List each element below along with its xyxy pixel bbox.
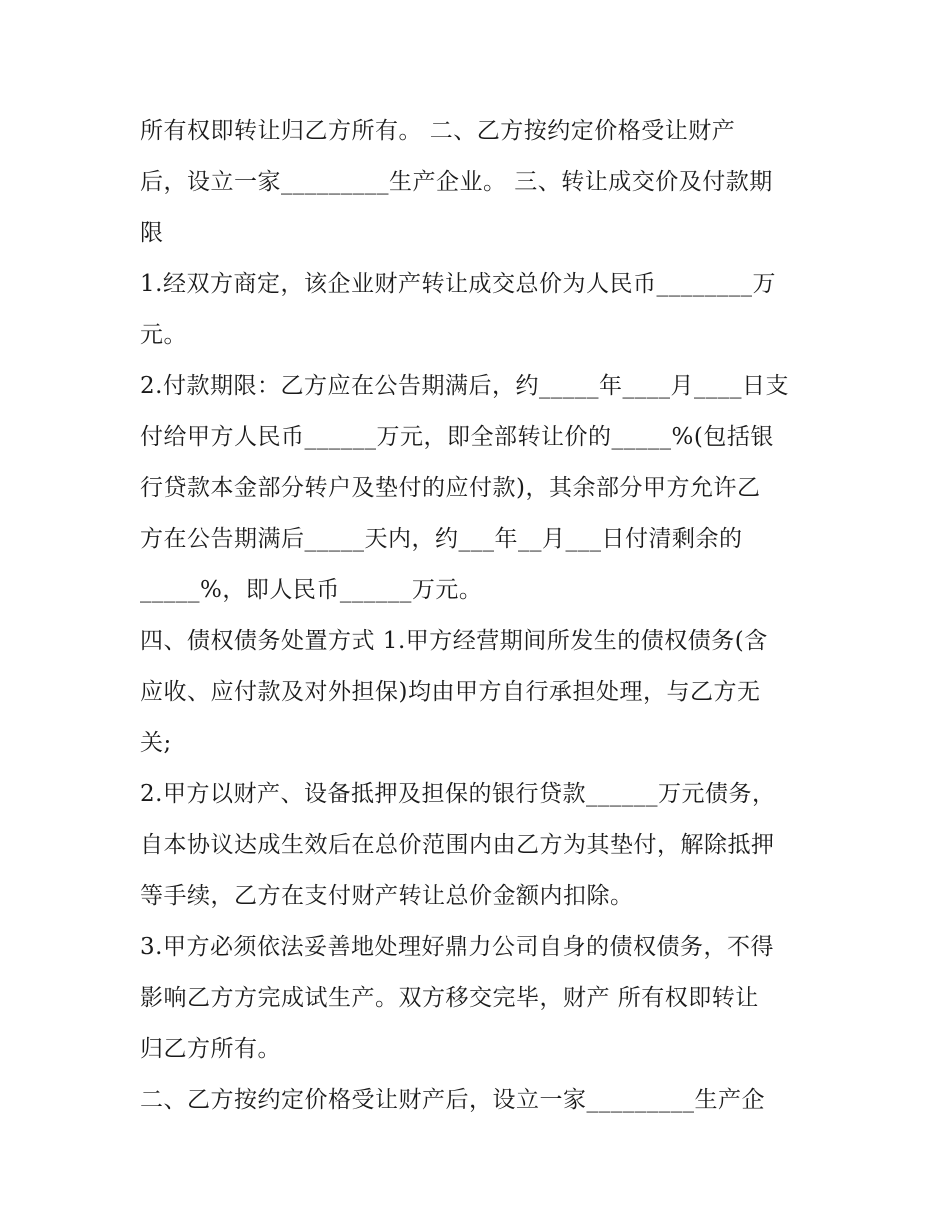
text-line: 限: [140, 220, 164, 246]
text-line: 应收、应付款及对外担保)均由甲方自行承担处理，与乙方无: [140, 679, 761, 705]
text-line: 1.经双方商定，该企业财产转让成交总价为人民币________万: [140, 271, 776, 297]
text-line: 行贷款本金部分转户及垫付的应付款)，其余部分甲方允许乙: [140, 475, 761, 501]
text-line: 付给甲方人民币______万元，即全部转让价的_____%(包括银: [140, 424, 774, 450]
text-line: 2.甲方以财产、设备抵押及担保的银行贷款______万元债务，: [140, 781, 776, 807]
text-line: 后，设立一家_________生产企业。 三、转让成交价及付款期: [140, 169, 773, 195]
contract-text-block: [140, 106, 820, 1126]
text-line: 所有权即转让归乙方所有。 二、乙方按约定价格受让财产: [140, 118, 736, 144]
text-line: 元。: [140, 322, 187, 348]
text-line: 关;: [140, 730, 172, 756]
text-line: 二、乙方按约定价格受让财产后，设立一家_________生产企: [140, 1087, 765, 1113]
text-line: 归乙方所有。: [140, 1036, 281, 1062]
text-line: 2.付款期限：乙方应在公告期满后，约_____年____月____日支: [140, 373, 789, 399]
text-line: 等手续，乙方在支付财产转让总价金额内扣除。: [140, 883, 634, 909]
text-line: 影响乙方方完成试生产。双方移交完毕，财产 所有权即转让: [140, 985, 759, 1011]
text-line: 四、债权债务处置方式 1.甲方经营期间所发生的债权债务(含: [140, 628, 768, 654]
text-line: 自本协议达成生效后在总价范围内由乙方为其垫付，解除抵押: [140, 832, 775, 858]
text-line: 3.甲方必须依法妥善地处理好鼎力公司自身的债权债务，不得: [140, 934, 774, 960]
text-line: 方在公告期满后_____天内，约___年__月___日付清剩余的: [140, 526, 743, 552]
text-line: _____%，即人民币______万元。: [140, 577, 483, 603]
